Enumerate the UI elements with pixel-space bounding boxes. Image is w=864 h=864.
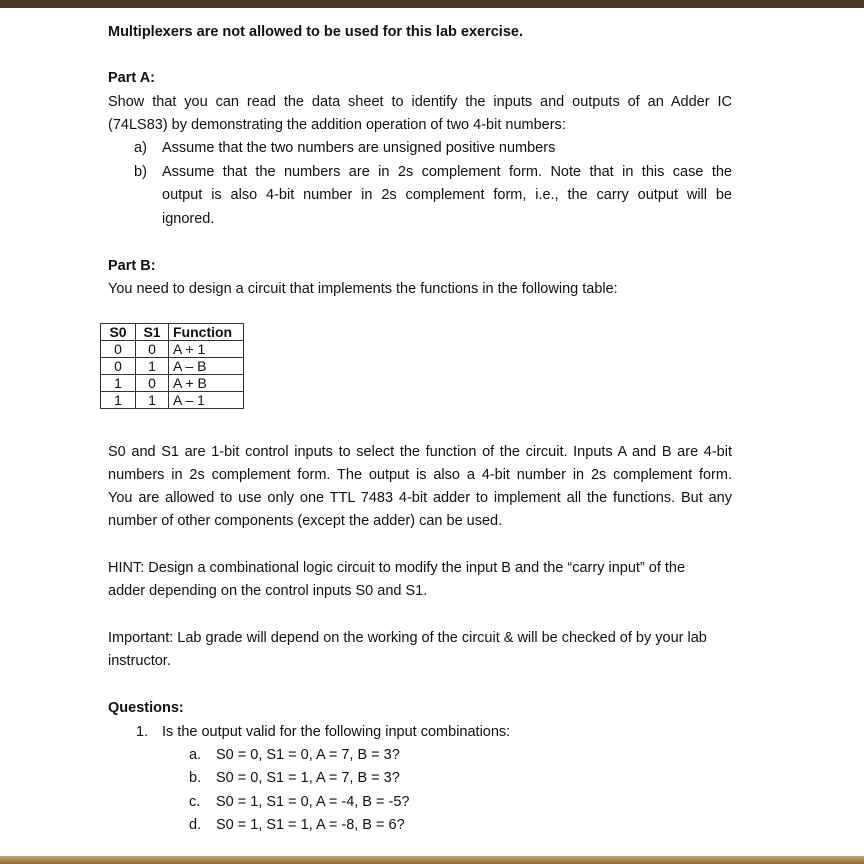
intro-note: Multiplexers are not allowed to be used for this lab exercise. bbox=[108, 24, 523, 40]
question-item-marker: d. bbox=[189, 817, 202, 833]
function-table bbox=[100, 323, 244, 409]
part-a-item-b-line-3: ignored. bbox=[162, 211, 215, 227]
questions-heading: Questions: bbox=[108, 700, 184, 716]
part-a-item-a-text: Assume that the two numbers are unsigned positive numbers bbox=[162, 140, 556, 156]
question-1-text: Is the output valid for the following input combinations: bbox=[162, 724, 511, 740]
table-row bbox=[101, 358, 244, 375]
question-item-text: S0 = 1, S1 = 1, A = -8, B = 6? bbox=[216, 817, 405, 833]
part-a-line-1: Show that you can read the data sheet to identify the inputs and outputs of an Adder IC bbox=[108, 94, 732, 110]
table-cell: A + B bbox=[169, 375, 244, 392]
table-row bbox=[101, 392, 244, 409]
table-cell: 1 bbox=[136, 358, 169, 375]
question-1-marker: 1. bbox=[136, 724, 149, 740]
part-a-item-b-marker: b) bbox=[134, 164, 147, 180]
hint-line-2: adder depending on the control inputs S0 and S1. bbox=[108, 583, 428, 599]
table-row bbox=[101, 375, 244, 392]
part-a-item-b-line-1: Assume that the numbers are in 2s complement form. Note that in this case the bbox=[162, 164, 732, 180]
table-header-function: Function bbox=[169, 324, 244, 341]
table-header-s0: S0 bbox=[101, 324, 136, 341]
part-a-heading: Part A: bbox=[108, 70, 155, 86]
bottom-border bbox=[0, 856, 864, 864]
hint-line-1: HINT: Design a combinational logic circuit to modify the input B and the “carry input” of the bbox=[108, 560, 686, 576]
description-line-3: You are allowed to use only one TTL 7483 4-bit adder to implement all the functions. But any bbox=[108, 490, 732, 506]
table-cell: 0 bbox=[136, 341, 169, 358]
question-item-marker: c. bbox=[189, 794, 201, 810]
question-item-text: S0 = 0, S1 = 1, A = 7, B = 3? bbox=[216, 770, 400, 786]
description-line-2: numbers in 2s complement form. The output is also a 4-bit number in 2s complement form. bbox=[108, 467, 732, 483]
table-cell: A – 1 bbox=[169, 392, 244, 409]
table-cell: A – B bbox=[169, 358, 244, 375]
question-item-marker: b. bbox=[189, 770, 202, 786]
part-a-item-b-line-2: output is also 4-bit number in 2s complement form, i.e., the carry output will be bbox=[162, 187, 732, 203]
table-cell: 1 bbox=[101, 375, 136, 392]
important-line-2: instructor. bbox=[108, 653, 171, 669]
table-cell: 1 bbox=[136, 392, 169, 409]
table-cell: 0 bbox=[101, 358, 136, 375]
question-item-text: S0 = 0, S1 = 0, A = 7, B = 3? bbox=[216, 747, 400, 763]
table-row bbox=[101, 341, 244, 358]
part-a-item-a-marker: a) bbox=[134, 140, 147, 156]
important-line-1: Important: Lab grade will depend on the working of the circuit & will be checked of by your lab bbox=[108, 630, 707, 646]
table-header-row bbox=[101, 324, 244, 341]
description-line-1: S0 and S1 are 1-bit control inputs to select the function of the circuit. Inputs A and B are 4-bit bbox=[108, 444, 732, 460]
table-header-s1: S1 bbox=[136, 324, 169, 341]
top-border bbox=[0, 0, 864, 8]
table-cell: A + 1 bbox=[169, 341, 244, 358]
part-b-heading: Part B: bbox=[108, 258, 156, 274]
part-a-line-2: (74LS83) by demonstrating the addition operation of two 4-bit numbers: bbox=[108, 117, 566, 133]
table-cell: 0 bbox=[101, 341, 136, 358]
table-cell: 1 bbox=[101, 392, 136, 409]
description-line-4: number of other components (except the adder) can be used. bbox=[108, 513, 503, 529]
question-item-text: S0 = 1, S1 = 0, A = -4, B = -5? bbox=[216, 794, 410, 810]
question-item-marker: a. bbox=[189, 747, 202, 763]
table-cell: 0 bbox=[136, 375, 169, 392]
part-b-intro: You need to design a circuit that implements the functions in the following table: bbox=[108, 281, 618, 297]
